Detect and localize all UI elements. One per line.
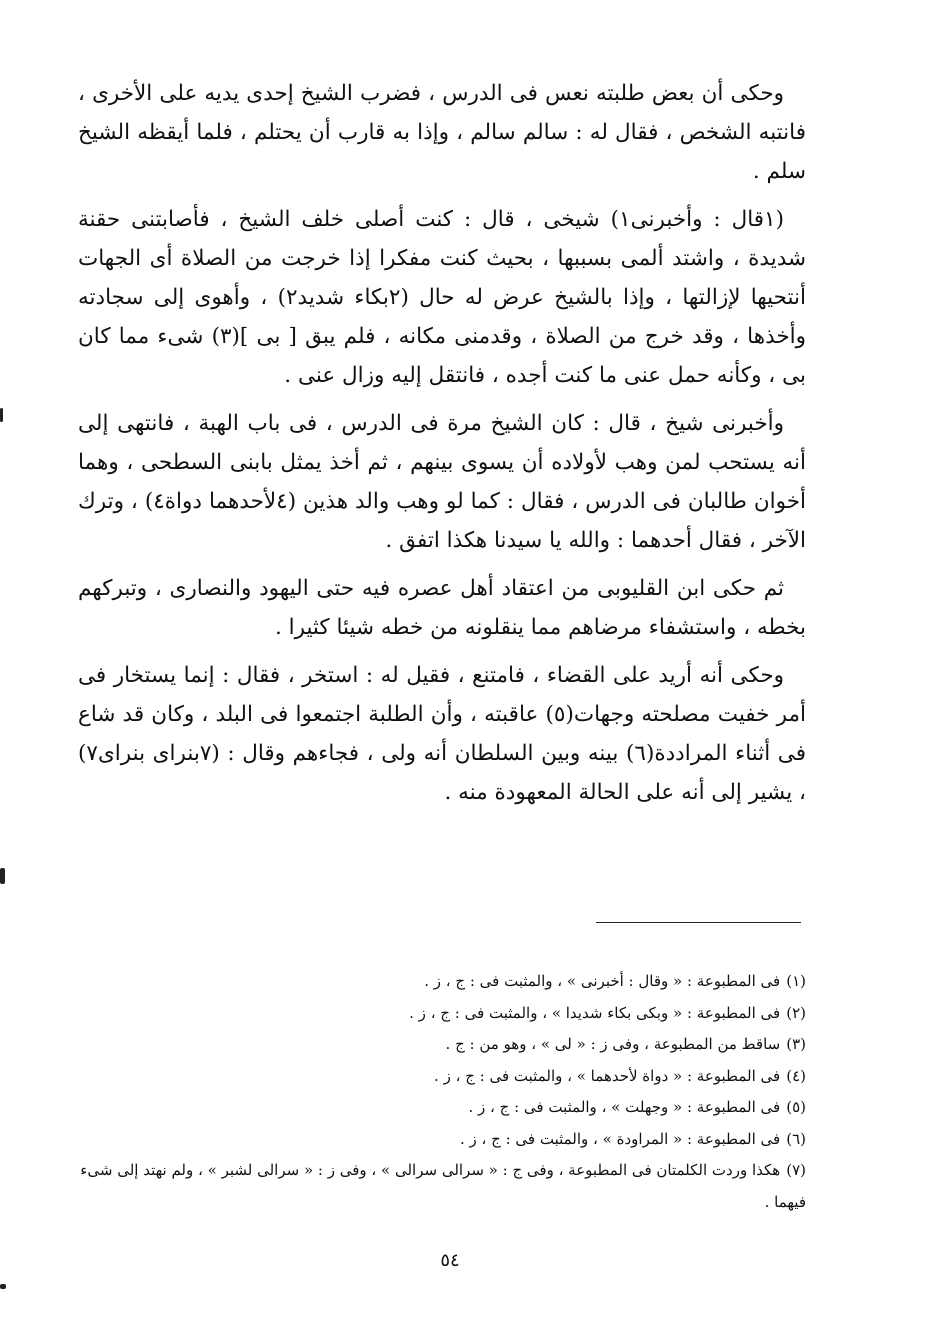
footnotes bbox=[78, 966, 806, 1218]
footnote-text: فى المطبوعة : « وقال : أخبرنى » ، والمثبت فى : ج ، ز . bbox=[424, 972, 781, 990]
paragraph-4: ثم حكى ابن القليوبى من اعتقاد أهل عصره فيه حتى اليهود والنصارى ، وتبركهم بخطه ، واستشفاء مرضاهم مما ينقلونه من خطه شيئا كثيرا . bbox=[78, 576, 806, 640]
footnote-6 bbox=[78, 1124, 806, 1156]
footnote-number: (٣) bbox=[786, 1035, 806, 1053]
footnote-text: ساقط من المطبوعة ، وفى ز : « لى » ، وهو من : ج . bbox=[445, 1035, 781, 1053]
footnote-divider bbox=[596, 922, 801, 923]
scan-edge-mark bbox=[0, 868, 5, 884]
footnote-7 bbox=[78, 1155, 806, 1218]
footnote-number: (٢) bbox=[786, 1003, 806, 1022]
footnote-text: فى المطبوعة : « وجهلت » ، والمثبت فى : ج ، ز . bbox=[468, 1098, 781, 1116]
paragraph-3: وأخبرنى شيخ ، قال : كان الشيخ مرة فى الدرس ، فى باب الهبة ، فانتهى إلى أنه يستحب لمن وهب لأولاده أن يسوى بينهم ، ثم أخذ يمثل بابنى السطحى ، وهما أخوان طالبان فى الدرس ، فقال : كما لو وهب والد هذين (٤لأحدهما دواة٤) ، وترك الآخر ، فقال أحدهما : والله يا سيدنا هكذا اتفق . bbox=[78, 411, 806, 553]
footnote-3 bbox=[78, 1029, 806, 1061]
paragraph-1: وحكى أن بعض طلبته نعس فى الدرس ، فضرب الشيخ إحدى يديه على الأخرى ، فانتبه الشخص ، فقال له : سالم سالم ، وإذا به قارب أن يحتلم ، فلما أيقظه الشيخ سلم . bbox=[78, 81, 806, 184]
footnote-4 bbox=[78, 1061, 806, 1093]
footnote-text: فى المطبوعة : « وبكى بكاء شديدا » ، والمثبت فى : ج ، ز . bbox=[409, 1003, 781, 1022]
footnote-text: فى المطبوعة : « دواة لأحدهما » ، والمثبت فى : ج ، ز . bbox=[434, 1066, 781, 1085]
footnote-text: هكذا وردت الكلمتان فى المطبوعة ، وفى ج : « سرالى سرالى » ، وفى ز : « سرالى لشبر » ، ولم نهتد إلى شىء فيهما . bbox=[80, 1161, 806, 1211]
footnote-number: (٦) bbox=[786, 1129, 806, 1148]
footnote-number: (٥) bbox=[786, 1098, 806, 1116]
footnote-5 bbox=[78, 1092, 806, 1124]
scan-edge-mark bbox=[0, 1284, 6, 1289]
footnote-number: (٧) bbox=[786, 1161, 806, 1179]
paragraph-5: وحكى أنه أريد على القضاء ، فامتنع ، فقيل له : استخر ، فقال : إنما يستخار فى أمر خفيت مصلحته وجهات(٥) عاقبته ، وأن الطلبة اجتمعوا فى البلد ، وكان قد شاع فى أثناء المراددة(٦) بينه وبين السلطان أنه ولى ، فجاءهم وقال : (٧بنراى بنراى٧) ، يشير إلى أنه على الحالة المعهودة منه . bbox=[78, 663, 807, 805]
paragraph-2: (١قال : وأخبرنى١) شيخى ، قال : كنت أصلى خلف الشيخ ، فأصابتنى حقنة شديدة ، واشتد ألمى بسببها ، بحيث كنت مفكرا إذا خرجت من الصلاة أى الجهات أنتحيها لإزالتها ، وإذا بالشيخ عرض له حال (٢بكاء شديد٢) ، وأهوى إلى سجادته وأخذها ، وقد خرج من الصلاة ، وقدمنى مكانه ، فلم يبق [ بى ](٣) شىء مما كان بى ، وكأنه حمل عنى ما كنت أجده ، فانتقل إليه وزال عنى . bbox=[78, 207, 806, 388]
footnote-number: (٤) bbox=[786, 1066, 806, 1085]
footnote-text: فى المطبوعة : « المراودة » ، والمثبت فى : ج ، ز . bbox=[459, 1129, 781, 1148]
page-number: ٥٤ bbox=[440, 1250, 460, 1271]
scan-edge-mark bbox=[0, 408, 3, 422]
main-text bbox=[78, 74, 806, 821]
footnote-1 bbox=[78, 966, 806, 998]
footnote-number: (١) bbox=[786, 972, 806, 990]
footnote-2 bbox=[78, 998, 806, 1030]
